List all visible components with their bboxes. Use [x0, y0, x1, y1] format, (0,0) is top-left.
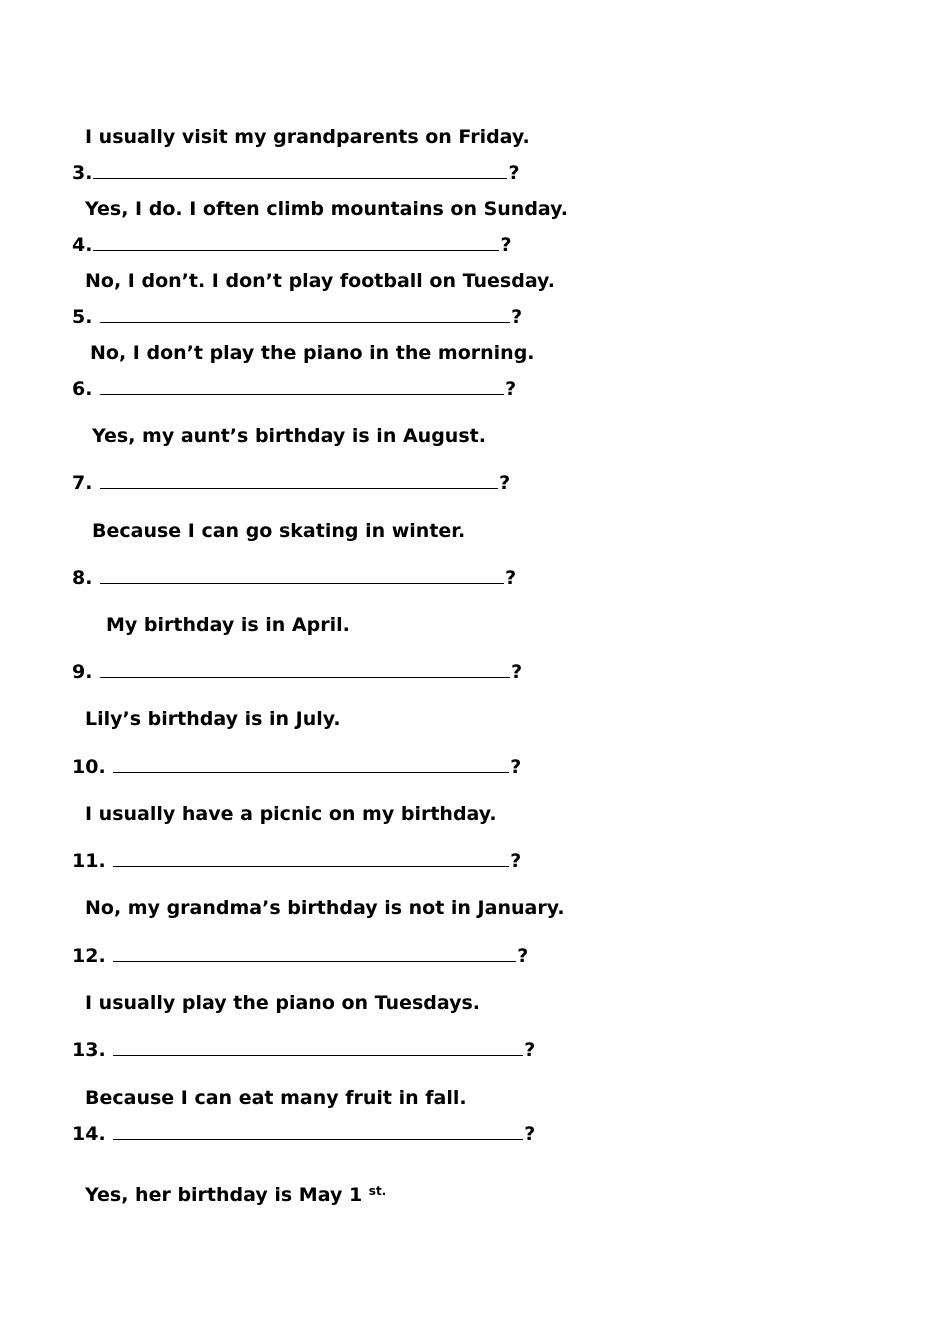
answer-line: I usually visit my grandparents on Friday. — [85, 126, 530, 148]
answer-blank[interactable] — [100, 321, 510, 323]
question-line — [72, 378, 516, 400]
ordinal-superscript: st. — [368, 1184, 387, 1198]
answer-line: My birthday is in April. — [106, 614, 350, 636]
question-mark: ? — [511, 306, 523, 328]
question-mark: ? — [500, 234, 512, 256]
question-line — [72, 850, 521, 872]
question-line — [72, 567, 516, 589]
question-line — [72, 945, 528, 967]
answer-line: Yes, I do. I often climb mountains on Sunday. — [85, 198, 569, 220]
question-mark: ? — [508, 162, 520, 184]
question-mark: ? — [524, 1123, 536, 1145]
question-mark: ? — [524, 1039, 536, 1061]
answer-blank[interactable] — [113, 1054, 523, 1056]
question-number: 6. — [72, 378, 93, 400]
answer-blank[interactable] — [100, 393, 504, 395]
question-line — [72, 234, 511, 256]
question-number: 11. — [72, 850, 106, 872]
answer-line: I usually play the piano on Tuesdays. — [85, 992, 481, 1014]
answer-blank[interactable] — [100, 676, 510, 678]
question-mark: ? — [505, 567, 517, 589]
question-line — [72, 472, 510, 494]
question-line — [72, 1123, 535, 1145]
answer-line: Lily’s birthday is in July. — [85, 708, 341, 730]
answer-blank[interactable] — [113, 960, 516, 962]
question-number: 13. — [72, 1039, 106, 1061]
question-mark: ? — [510, 850, 522, 872]
question-line — [72, 756, 521, 778]
answer-blank[interactable] — [113, 771, 509, 773]
question-line — [72, 162, 519, 184]
answer-line: I usually have a picnic on my birthday. — [85, 803, 497, 825]
answer-blank[interactable] — [93, 249, 499, 251]
answer-line: No, I don’t play the piano in the morning. — [90, 342, 535, 364]
question-number: 8. — [72, 567, 93, 589]
question-line — [72, 1039, 535, 1061]
answer-blank[interactable] — [93, 177, 507, 179]
question-line — [72, 661, 522, 683]
question-number: 14. — [72, 1123, 106, 1145]
question-number: 9. — [72, 661, 93, 683]
answer-blank[interactable] — [100, 487, 498, 489]
question-number: 10. — [72, 756, 106, 778]
question-mark: ? — [517, 945, 529, 967]
question-line — [72, 306, 522, 328]
question-mark: ? — [499, 472, 511, 494]
answer-line: Because I can eat many fruit in fall. — [85, 1087, 467, 1109]
answer-line: Yes, my aunt’s birthday is in August. — [92, 425, 486, 447]
question-number: 5. — [72, 306, 93, 328]
question-mark: ? — [505, 378, 517, 400]
answer-blank[interactable] — [113, 1138, 523, 1140]
question-mark: ? — [511, 661, 523, 683]
answer-blank[interactable] — [100, 582, 504, 584]
question-number: 3. — [72, 162, 93, 184]
answer-blank[interactable] — [113, 865, 509, 867]
question-number: 12. — [72, 945, 106, 967]
question-number: 4. — [72, 234, 93, 256]
answer-line: No, my grandma’s birthday is not in January. — [85, 897, 565, 919]
answer-line: Because I can go skating in winter. — [92, 520, 466, 542]
answer-line: No, I don’t. I don’t play football on Tuesday. — [85, 270, 555, 292]
question-mark: ? — [510, 756, 522, 778]
question-number: 7. — [72, 472, 93, 494]
answer-line: Yes, her birthday is May 1 $^{st.}$ — [85, 1184, 387, 1206]
